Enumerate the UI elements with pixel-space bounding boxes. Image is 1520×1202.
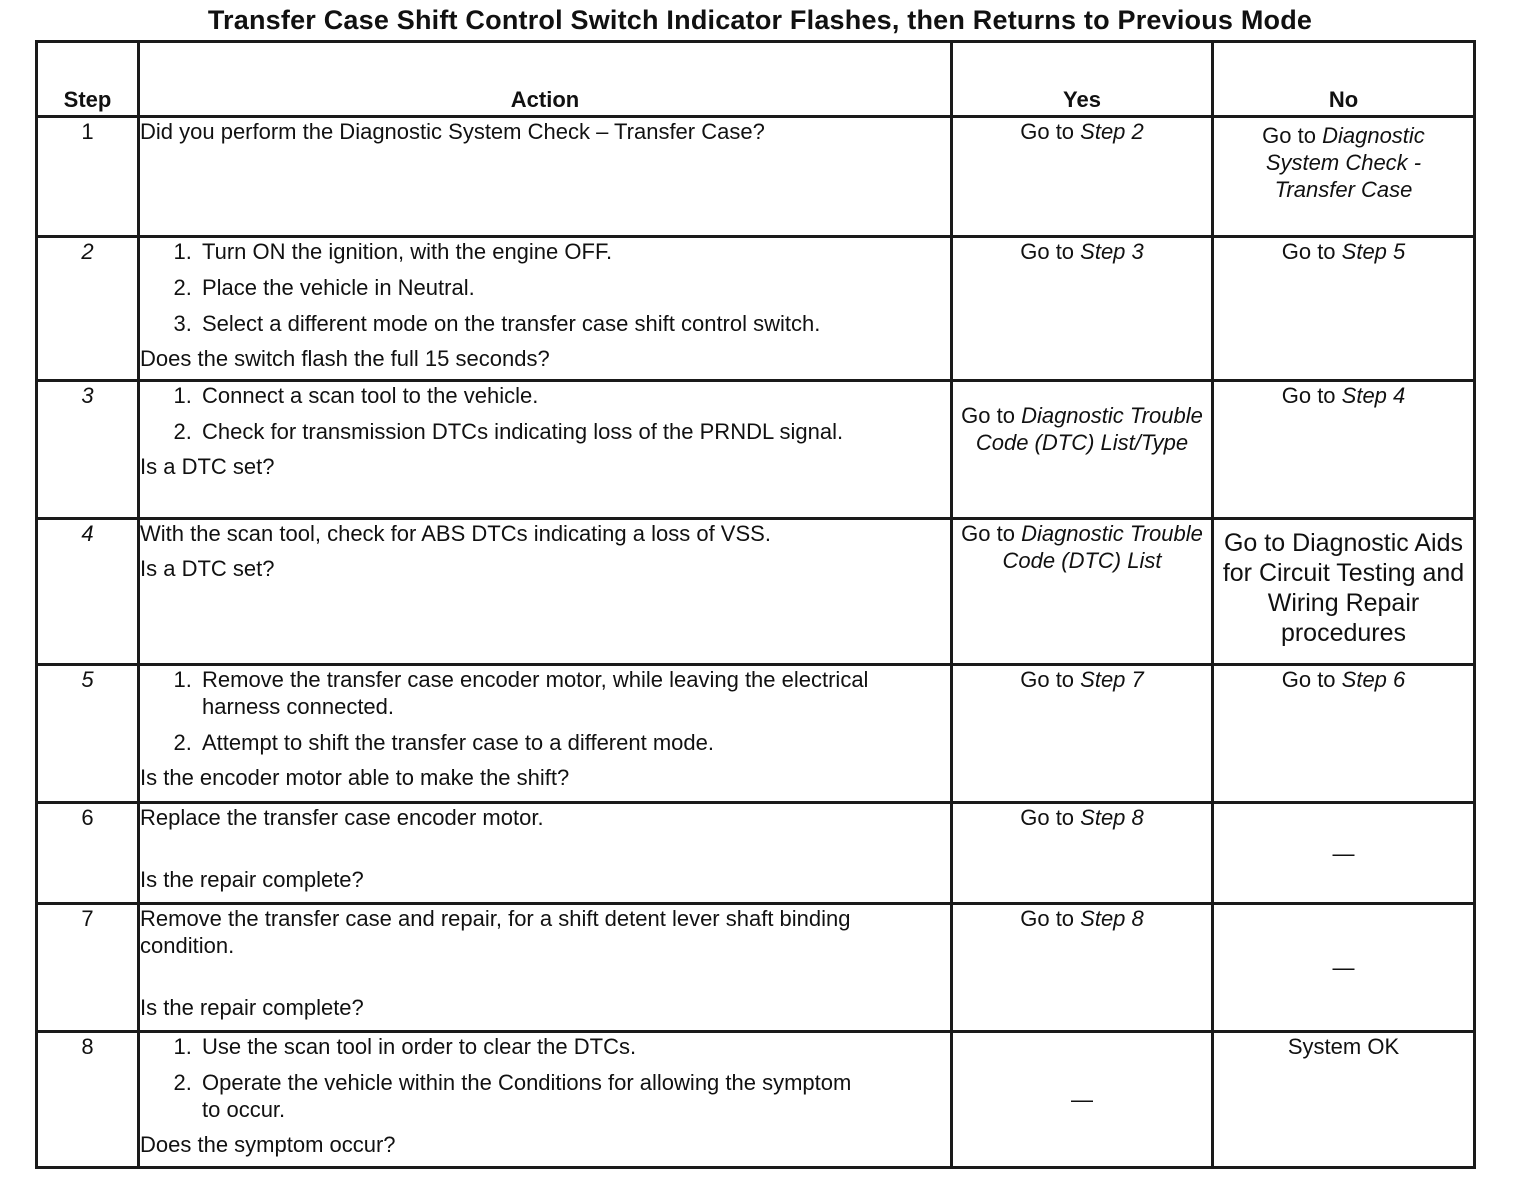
yes-prefix: Go to (1020, 239, 1081, 264)
no-cell (1213, 381, 1475, 519)
action-cell (139, 904, 952, 1032)
list-item: 2. Operate the vehicle within the Conditions for allowing the symptom to occur. (198, 1069, 950, 1123)
yes-prefix: Go to (961, 403, 1022, 428)
no-link[interactable]: Step 6 (1341, 667, 1406, 692)
action-question: Is a DTC set? (140, 556, 275, 581)
yes-cell (952, 803, 1213, 904)
no-link[interactable]: Step 4 (1341, 383, 1406, 408)
no-prefix: Go to (1281, 383, 1342, 408)
yes-cell (952, 904, 1213, 1032)
action-cell (139, 519, 952, 665)
list-item: 1. Remove the transfer case encoder motor, while leaving the electrical harness connected. (198, 666, 950, 720)
header-step: Step (37, 42, 139, 117)
action-text: Remove the transfer case and repair, for a shift detent lever shaft binding condition. (140, 906, 851, 958)
table-row (37, 803, 1475, 904)
table-row (37, 904, 1475, 1032)
action-question: Is the repair complete? (140, 867, 364, 892)
action-cell (139, 665, 952, 803)
action-steps-list (140, 382, 950, 445)
step-number: 8 (37, 1032, 139, 1168)
yes-link[interactable]: Step 7 (1080, 667, 1144, 692)
no-link[interactable]: Diagnostic System Check - Transfer Case (1265, 123, 1425, 202)
table-row (37, 1032, 1475, 1168)
no-dash: — (1332, 955, 1355, 980)
list-item: 2. Check for transmission DTCs indicating loss of the PRNDL signal. (198, 418, 950, 445)
action-question: Is the repair complete? (140, 995, 364, 1020)
header-no: No (1213, 42, 1475, 117)
yes-cell (952, 381, 1213, 519)
yes-cell (952, 665, 1213, 803)
yes-prefix: Go to (1020, 119, 1081, 144)
action-cell (139, 237, 952, 381)
yes-link[interactable]: Step 2 (1080, 119, 1144, 144)
action-question: Does the symptom occur? (140, 1132, 396, 1157)
yes-link[interactable]: Step 8 (1080, 805, 1144, 830)
no-link[interactable]: Step 5 (1341, 239, 1406, 264)
action-text: With the scan tool, check for ABS DTCs indicating a loss of VSS. (140, 521, 771, 546)
yes-link[interactable]: Diagnostic Trouble Code (DTC) List (1002, 521, 1203, 573)
yes-link[interactable]: Step 3 (1080, 239, 1144, 264)
no-prefix: Go to (1281, 667, 1342, 692)
step-number: 7 (37, 904, 139, 1032)
list-item: 1. Turn ON the ignition, with the engine OFF. (198, 238, 950, 265)
action-steps-list (140, 1033, 950, 1123)
yes-link[interactable]: Step 8 (1080, 906, 1144, 931)
yes-cell (952, 117, 1213, 237)
step-number: 4 (37, 519, 139, 665)
no-cell (1213, 665, 1475, 803)
yes-prefix: Go to (1020, 667, 1081, 692)
list-item: 2. Place the vehicle in Neutral. (198, 274, 950, 301)
step-number: 1 (37, 117, 139, 237)
yes-prefix: Go to (961, 521, 1022, 546)
no-cell (1213, 237, 1475, 381)
table-header-row (37, 42, 1475, 117)
table-row (37, 519, 1475, 665)
yes-prefix: Go to (1020, 906, 1081, 931)
list-item: 1. Use the scan tool in order to clear the DTCs. (198, 1033, 950, 1060)
no-cell (1213, 904, 1475, 1032)
no-cell (1213, 803, 1475, 904)
no-cell (1213, 519, 1475, 665)
no-link[interactable]: Go to Diagnostic Aids for Circuit Testing and Wiring Repair procedures (1222, 529, 1465, 647)
action-question: Does the switch flash the full 15 seconds? (140, 346, 550, 371)
list-item: 3. Select a different mode on the transfer case shift control switch. (198, 310, 950, 337)
action-text: Replace the transfer case encoder motor. (140, 805, 544, 830)
action-steps-list (140, 666, 950, 756)
yes-link[interactable]: Diagnostic Trouble Code (DTC) List/Type (975, 403, 1203, 455)
table-row (37, 665, 1475, 803)
step-number: 3 (37, 381, 139, 519)
action-steps-list (140, 238, 950, 337)
no-result: System OK (1287, 1034, 1400, 1059)
table-row (37, 237, 1475, 381)
list-item: 1. Connect a scan tool to the vehicle. (198, 382, 950, 409)
list-item: 2. Attempt to shift the transfer case to a different mode. (198, 729, 950, 756)
action-cell (139, 1032, 952, 1168)
action-cell (139, 381, 952, 519)
table-row (37, 381, 1475, 519)
diagnostic-table (35, 40, 1476, 1169)
table-row (37, 117, 1475, 237)
header-yes: Yes (952, 42, 1213, 117)
yes-cell (952, 1032, 1213, 1168)
action-text: Did you perform the Diagnostic System Check – Transfer Case? (140, 119, 765, 144)
action-question: Is a DTC set? (140, 454, 275, 479)
yes-cell (952, 237, 1213, 381)
no-prefix: Go to (1281, 239, 1342, 264)
action-question: Is the encoder motor able to make the shift? (140, 765, 570, 790)
document-title: Transfer Case Shift Control Switch Indicator Flashes, then Returns to Previous Mode (207, 5, 1313, 35)
step-number: 5 (37, 665, 139, 803)
yes-prefix: Go to (1020, 805, 1081, 830)
no-cell (1213, 117, 1475, 237)
step-number: 6 (37, 803, 139, 904)
no-cell (1213, 1032, 1475, 1168)
yes-dash: — (1071, 1087, 1093, 1112)
action-cell (139, 117, 952, 237)
no-dash: — (1332, 840, 1355, 866)
step-number: 2 (37, 237, 139, 381)
yes-cell (952, 519, 1213, 665)
action-cell (139, 803, 952, 904)
no-prefix: Go to (1262, 123, 1323, 148)
header-action: Action (139, 42, 952, 117)
